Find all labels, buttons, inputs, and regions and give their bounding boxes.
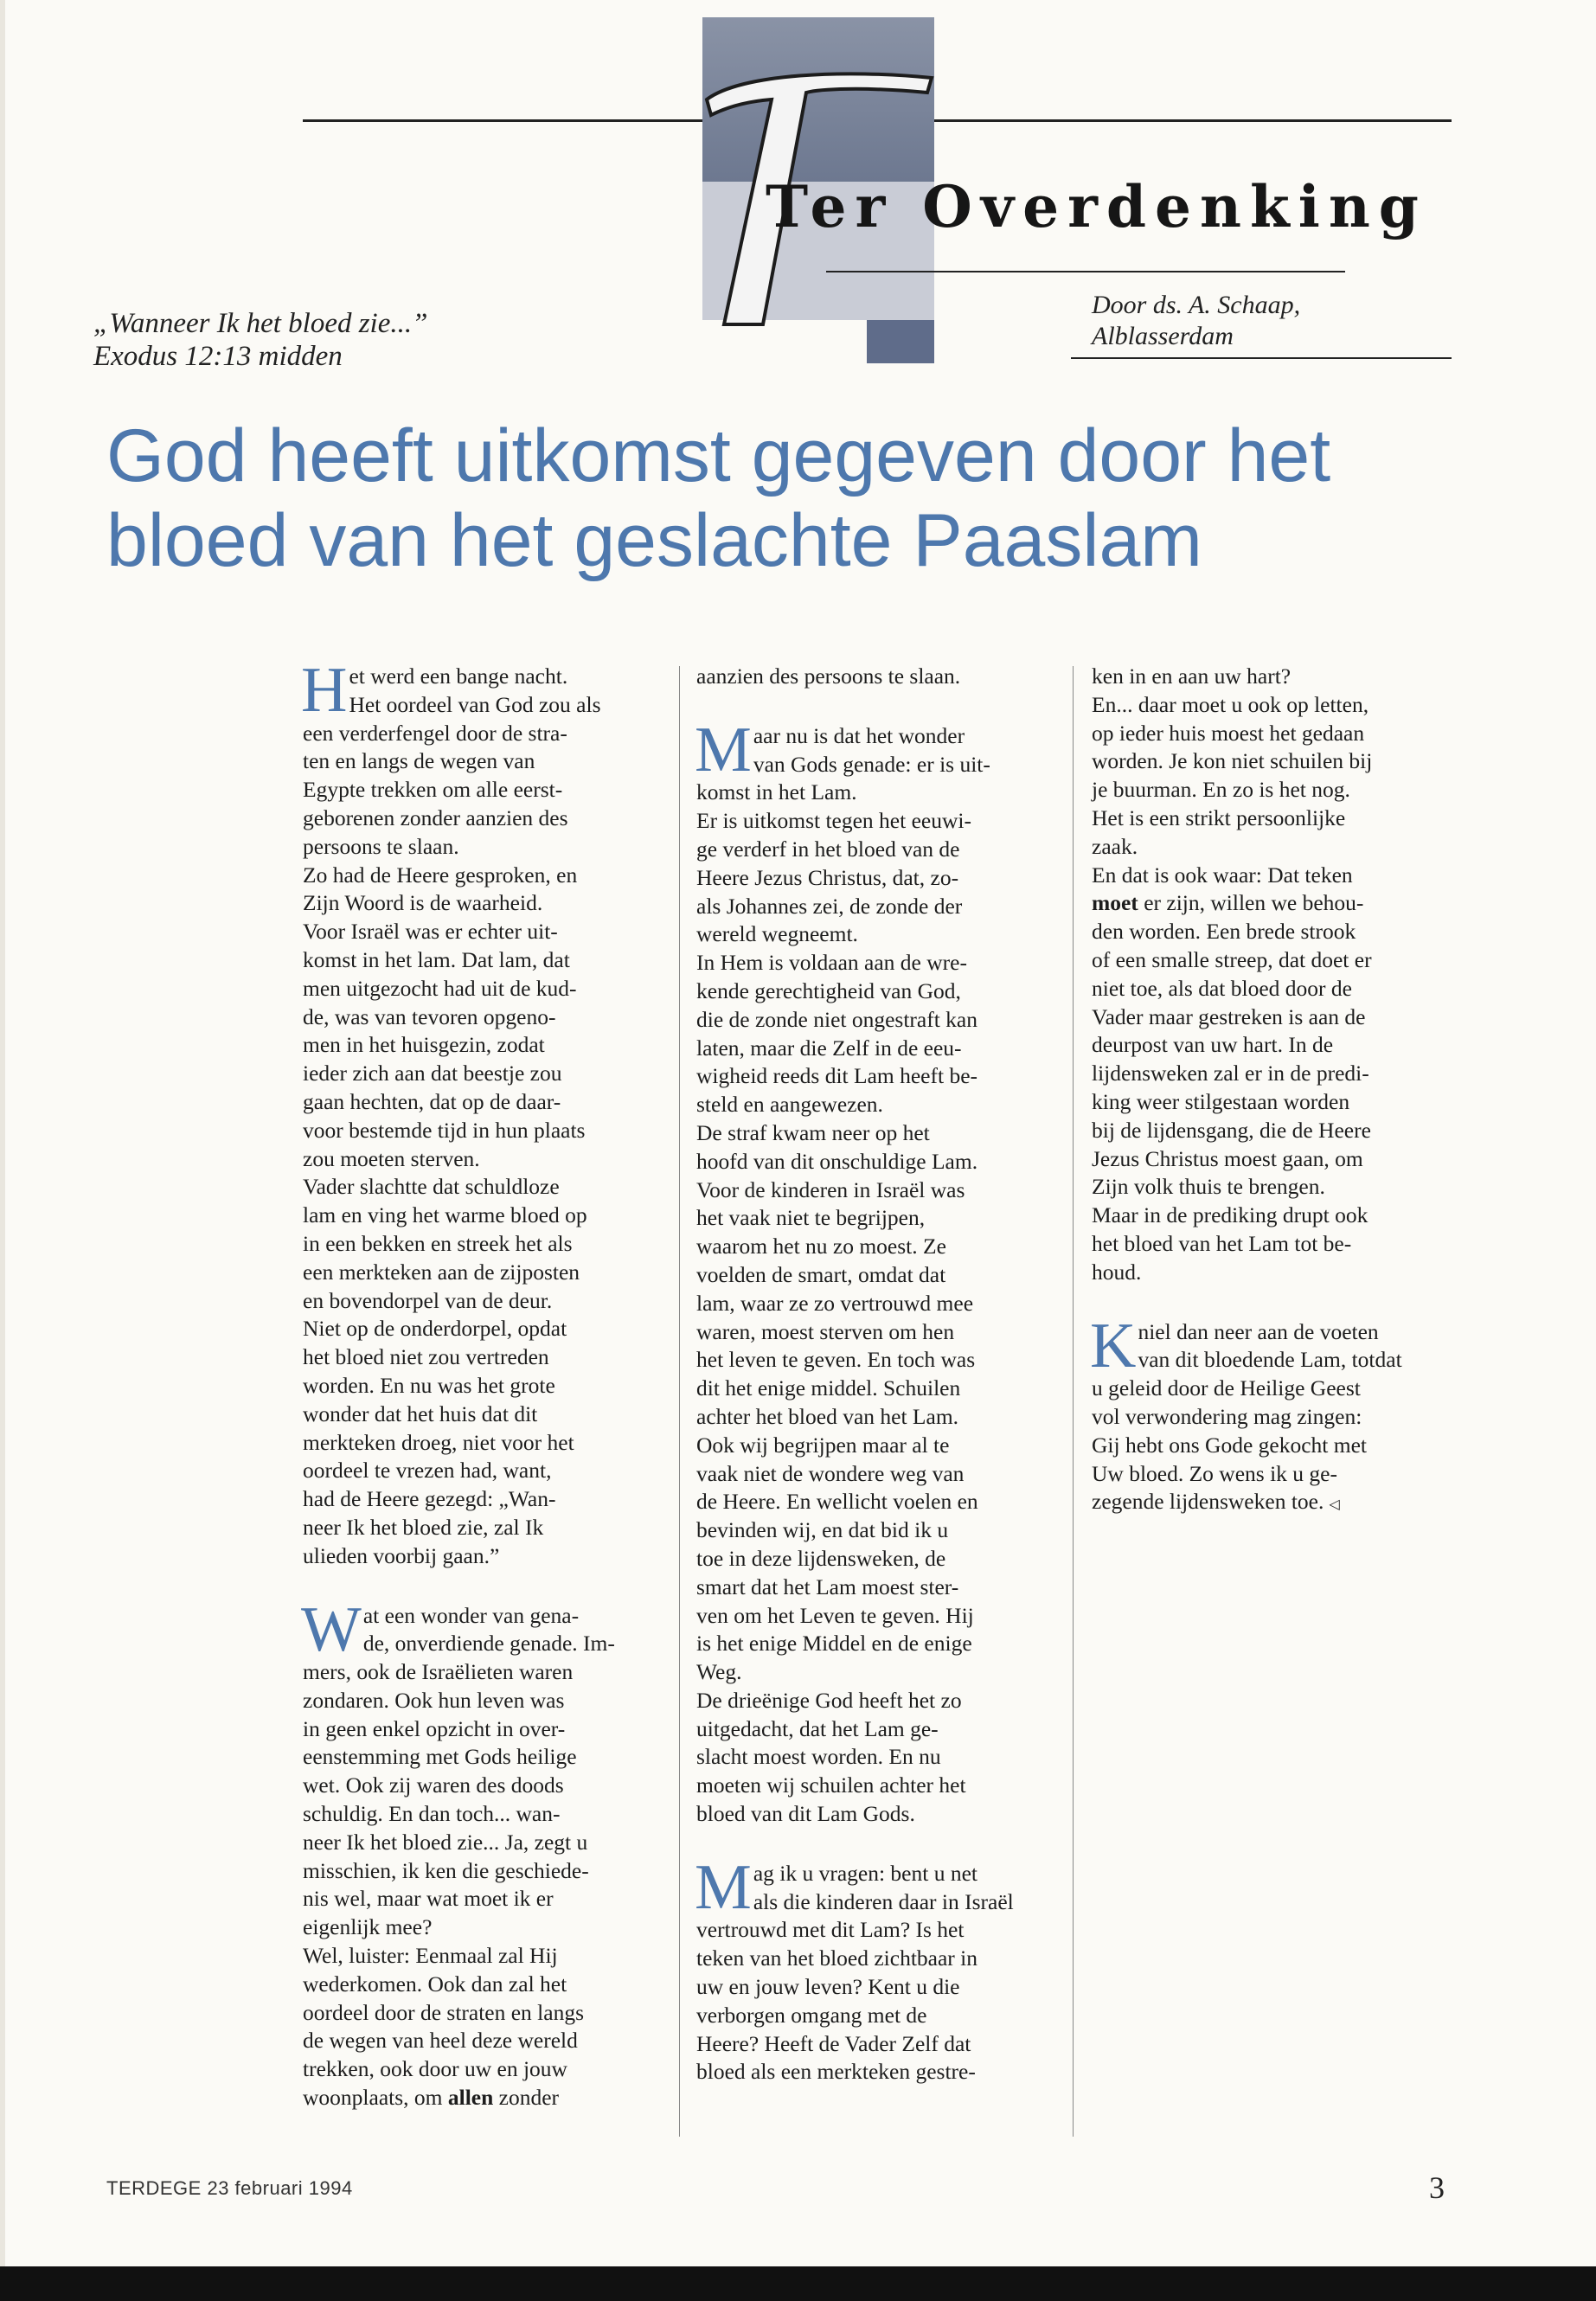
text-line: vertrouwd met dit Lam? Is het	[696, 1917, 965, 1943]
text-line: Egypte trekken om alle eerst-	[303, 777, 563, 803]
column-divider-2	[1073, 666, 1074, 2137]
publication-footer: TERDEGE 23 februari 1994	[106, 2177, 353, 2199]
author-name: Door ds. A. Schaap,	[1092, 291, 1301, 319]
drop-cap: K	[1090, 1310, 1137, 1381]
text-line: Uw bloed. Zo wens ik u ge-	[1092, 1460, 1337, 1486]
verse-quote: „Wanneer Ik het bloed zie...”	[93, 308, 428, 339]
text-line: woonplaats, om allen zonder	[303, 2085, 560, 2111]
text-line: at een wonder van gena-	[362, 1602, 580, 1628]
text-line: schuldig. En dan toch... wan-	[303, 1801, 561, 1827]
text-line: lam, waar ze zo vertrouwd mee	[696, 1290, 974, 1316]
scan-edge	[0, 0, 5, 2301]
text-line: Gij hebt ons Gode gekocht met	[1092, 1432, 1367, 1458]
text-line: het vaak niet te begrijpen,	[696, 1205, 926, 1231]
text-line: aanzien des persoons te slaan.	[696, 663, 961, 689]
text-line: niet toe, als dat bloed door de	[1092, 975, 1352, 1001]
headline-line-1: God heeft uitkomst gegeven door het	[106, 414, 1331, 497]
text-line: wet. Ook zij waren des doods	[303, 1772, 564, 1798]
text-line: laten, maar die Zelf in de eeu-	[696, 1035, 962, 1061]
text-line: de, was van tevoren opgeno-	[303, 1003, 556, 1029]
text-line: king weer stilgestaan worden	[1092, 1088, 1350, 1114]
text-line: vol verwondering mag zingen:	[1092, 1403, 1362, 1429]
text-line: nis wel, maar wat moet ik er	[303, 1886, 554, 1912]
text-line: Ook wij begrijpen maar al te	[696, 1432, 950, 1458]
article-headline	[106, 413, 1508, 583]
text-line: de, onverdiende genade. Im-	[362, 1631, 615, 1657]
text-line: de Heere. En wellicht voelen en	[696, 1489, 978, 1515]
author-byline	[1092, 290, 1455, 352]
text-line: Wel, luister: Eenmaal zal Hij	[303, 1943, 558, 1969]
bible-verse	[93, 307, 543, 373]
text-line: vaak niet de wondere weg van	[696, 1460, 965, 1486]
text-line: toe in deze lijdensweken, de	[696, 1545, 946, 1571]
text-line: verborgen omgang met de	[696, 2002, 927, 2028]
text-line: als Johannes zei, de zonde der	[696, 893, 963, 919]
text-line: wonder dat het huis dat dit	[303, 1400, 538, 1426]
text-line: oordeel te vrezen had, want,	[303, 1458, 552, 1484]
text-line: hoofd van dit onschuldige Lam.	[696, 1148, 978, 1174]
text-line: slacht moest worden. En nu	[696, 1744, 941, 1770]
emphasis-word: allen	[442, 2085, 494, 2111]
text-line: een verderfengel door de stra-	[303, 720, 567, 746]
text-line: het bloed niet zou vertreden	[303, 1344, 549, 1370]
paragraph	[695, 714, 1055, 1829]
text-line: men in het huisgezin, zodat	[303, 1032, 545, 1058]
text-column-2	[696, 663, 1055, 2097]
text-line: voor bestemde tijd in hun plaats	[303, 1117, 586, 1143]
line-with-emphasis	[1092, 889, 1451, 918]
text-line: en bovendorpel van de deur.	[303, 1287, 553, 1313]
text-line: ge verderf in het bloed van de	[696, 836, 960, 862]
paragraph	[695, 1851, 1055, 2086]
text-line: worden. En nu was het grote	[303, 1372, 555, 1398]
text-line: den worden. Een brede strook	[1092, 919, 1356, 945]
text-line: op ieder huis moest het gedaan	[1092, 720, 1365, 746]
text-line: een merkteken aan de zijposten	[303, 1259, 580, 1285]
text-line: wigheid reeds dit Lam heeft be-	[696, 1063, 978, 1089]
text-line: ulieden voorbij gaan.”	[303, 1542, 500, 1568]
paragraph-continued	[696, 663, 1055, 691]
text-line: teken van het bloed zichtbaar in	[696, 1945, 977, 1971]
text-line: zou moeten sterven.	[303, 1145, 480, 1171]
text-line: Niet op de onderdorpel, opdat	[303, 1316, 567, 1342]
paragraph	[301, 655, 662, 1571]
text-line: als die kinderen daar in Israël	[753, 1888, 1014, 1914]
text-line: et werd een bange nacht.	[349, 663, 568, 689]
text-line: bloed als een merkteken gestre-	[696, 2059, 976, 2085]
text-line: u geleid door de Heilige Geest	[1092, 1375, 1361, 1401]
text-line: smart dat het Lam moest ster-	[696, 1574, 959, 1599]
line-rest: er zijn, willen we behou-	[1138, 890, 1364, 916]
text-column-3	[1092, 663, 1451, 1530]
text-line: aar nu is dat het wonder	[753, 722, 965, 748]
text-line: uitgedacht, dat het Lam ge-	[696, 1715, 939, 1741]
text-line: Zijn Woord is de waarheid.	[303, 890, 543, 916]
text-line: zegende lijdensweken toe. ◁	[1092, 1489, 1340, 1515]
text-line: achter het bloed van het Lam.	[696, 1403, 959, 1429]
emphasis-word: moet	[1092, 890, 1138, 916]
text-line: het bloed van het Lam tot be-	[1092, 1230, 1352, 1256]
text-line: Weg.	[696, 1659, 742, 1685]
text-line: Jezus Christus moest gaan, om	[1092, 1145, 1363, 1171]
text-line: uw en jouw leven? Kent u die	[696, 1974, 960, 2000]
page-number: 3	[1429, 2170, 1445, 2205]
text-line: De drieënige God heeft het zo	[696, 1687, 962, 1713]
text-line: wereld wegneemt.	[696, 921, 858, 947]
text-line: deurpost van uw hart. In de	[1092, 1032, 1334, 1058]
text-line: In Hem is voldaan aan de wre-	[696, 950, 967, 976]
text-line: oordeel door de straten en langs	[303, 1999, 585, 2025]
text-line: En dat is ook waar: Dat teken	[1092, 862, 1353, 888]
scan-bottom-edge	[0, 2266, 1596, 2301]
text-line: Zijn volk thuis te brengen.	[1092, 1174, 1325, 1200]
text-line: Vader slachtte dat schuldloze	[303, 1174, 560, 1200]
text-line: het leven te geven. En toch was	[696, 1347, 976, 1373]
text-line: Zo had de Heere gesproken, en	[303, 862, 578, 888]
drop-cap: M	[695, 1851, 752, 1923]
text-line: trekken, ook door uw en jouw	[303, 2056, 567, 2082]
text-line: neer Ik het bloed zie, zal Ik	[303, 1514, 544, 1540]
text-line: Het oordeel van God zou als	[349, 691, 601, 717]
text-line: geborenen zonder aanzien des	[303, 804, 568, 830]
text-line: steld en aangewezen.	[696, 1092, 883, 1118]
text-line: of een smalle streep, dat doet er	[1092, 946, 1372, 972]
text-line: voelden de smart, omdat dat	[696, 1261, 946, 1287]
text-line: had de Heere gezegd: „Wan-	[303, 1486, 556, 1512]
text-line: De straf kwam neer op het	[696, 1119, 930, 1145]
text-line: men uitgezocht had uit de kud-	[303, 975, 577, 1001]
text-line: bloed van dit Lam Gods.	[696, 1801, 915, 1827]
text-line: lam en ving het warme bloed op	[303, 1202, 587, 1228]
paragraph-continued	[1092, 663, 1451, 1287]
headline-line-2: bloed van het geslachte Paaslam	[106, 499, 1202, 582]
text-line: lijdensweken zal er in de predi-	[1092, 1061, 1369, 1086]
text-line: misschien, ik ken die geschiede-	[303, 1857, 589, 1883]
text-line: zaak.	[1092, 833, 1138, 859]
drop-cap: M	[695, 714, 752, 785]
text-line: persoons te slaan.	[303, 833, 459, 859]
text-line: bevinden wij, en dat bid ik u	[696, 1517, 949, 1543]
text-line: waren, moest sterven om hen	[696, 1318, 955, 1344]
text-line: is het enige Middel en de enige	[696, 1631, 972, 1657]
text-line: ag ik u vragen: bent u net	[753, 1860, 977, 1886]
section-title: Ter Overdenking	[766, 173, 1427, 240]
text-line: ken in en aan uw hart?	[1092, 663, 1292, 689]
paragraph	[301, 1593, 662, 2112]
text-line: neer Ik het bloed zie... Ja, zegt u	[303, 1829, 588, 1855]
byline-rule	[1071, 357, 1452, 359]
author-place: Alblasserdam	[1092, 322, 1234, 350]
text-line: Voor Israël was er echter uit-	[303, 919, 558, 945]
text-line: mers, ook de Israëlieten waren	[303, 1659, 574, 1685]
text-line: moeten wij schuilen achter het	[696, 1772, 966, 1798]
text-line: eigenlijk mee?	[303, 1914, 433, 1940]
text-line: Heere Jezus Christus, dat, zo-	[696, 864, 959, 890]
text-line: Vader maar gestreken is aan de	[1092, 1003, 1366, 1029]
text-line: bij de lijdensgang, die de Heere	[1092, 1117, 1371, 1143]
verse-reference: Exodus 12:13 midden	[93, 341, 343, 372]
text-line: ieder zich aan dat beestje zou	[303, 1061, 562, 1086]
text-line: kende gerechtigheid van God,	[696, 977, 961, 1003]
text-line: waarom het nu zo moest. Ze	[696, 1234, 946, 1259]
text-line: gaan hechten, dat op de daar-	[303, 1088, 561, 1114]
text-line: komst in het Lam.	[696, 779, 857, 805]
text-line: merkteken droeg, niet voor het	[303, 1429, 574, 1455]
text-line: Het is een strikt persoonlijke	[1092, 804, 1346, 830]
end-mark-icon: ◁	[1329, 1497, 1340, 1513]
text-line: ten en langs de wegen van	[303, 748, 535, 774]
text-line: Er is uitkomst tegen het eeuwi-	[696, 808, 971, 834]
header-rule-middle	[826, 271, 1345, 272]
text-line: van Gods genade: er is uit-	[753, 751, 990, 777]
text-line: komst in het lam. Dat lam, dat	[303, 946, 570, 972]
text-line: Maar in de prediking drupt ook	[1092, 1202, 1368, 1228]
text-line: worden. Je kon niet schuilen bij	[1092, 748, 1373, 774]
text-line: niel dan neer aan de voeten	[1138, 1318, 1379, 1344]
paragraph	[1090, 1310, 1451, 1521]
text-line: in geen enkel opzicht in over-	[303, 1715, 566, 1741]
text-column-1	[301, 655, 662, 2123]
text-line: ven om het Leven te geven. Hij	[696, 1602, 974, 1628]
line-rest: zonder	[493, 2085, 560, 2111]
text-line: je buurman. En zo is het nog.	[1092, 777, 1350, 803]
text-line: zondaren. Ook hun leven was	[303, 1687, 565, 1713]
text-line: de wegen van heel deze wereld	[303, 2028, 578, 2054]
text-line: in een bekken en streek het als	[303, 1230, 573, 1256]
text-line: Heere? Heeft de Vader Zelf dat	[696, 2030, 971, 2056]
text-line: eenstemming met Gods heilige	[303, 1744, 577, 1770]
column-divider-1	[679, 666, 680, 2137]
text-line: En... daar moet u ook op letten,	[1092, 691, 1369, 717]
text-line: wederkomen. Ook dan zal het	[303, 1971, 567, 1997]
text-line: dit het enige middel. Schuilen	[696, 1375, 961, 1401]
text-line: Voor de kinderen in Israël was	[696, 1176, 965, 1202]
drop-cap: W	[301, 1593, 362, 1665]
drop-cap: H	[301, 655, 348, 726]
text-line: houd.	[1092, 1259, 1142, 1285]
text-line: die de zonde niet ongestraft kan	[696, 1006, 978, 1032]
text-line: van dit bloedende Lam, totdat	[1138, 1347, 1402, 1373]
